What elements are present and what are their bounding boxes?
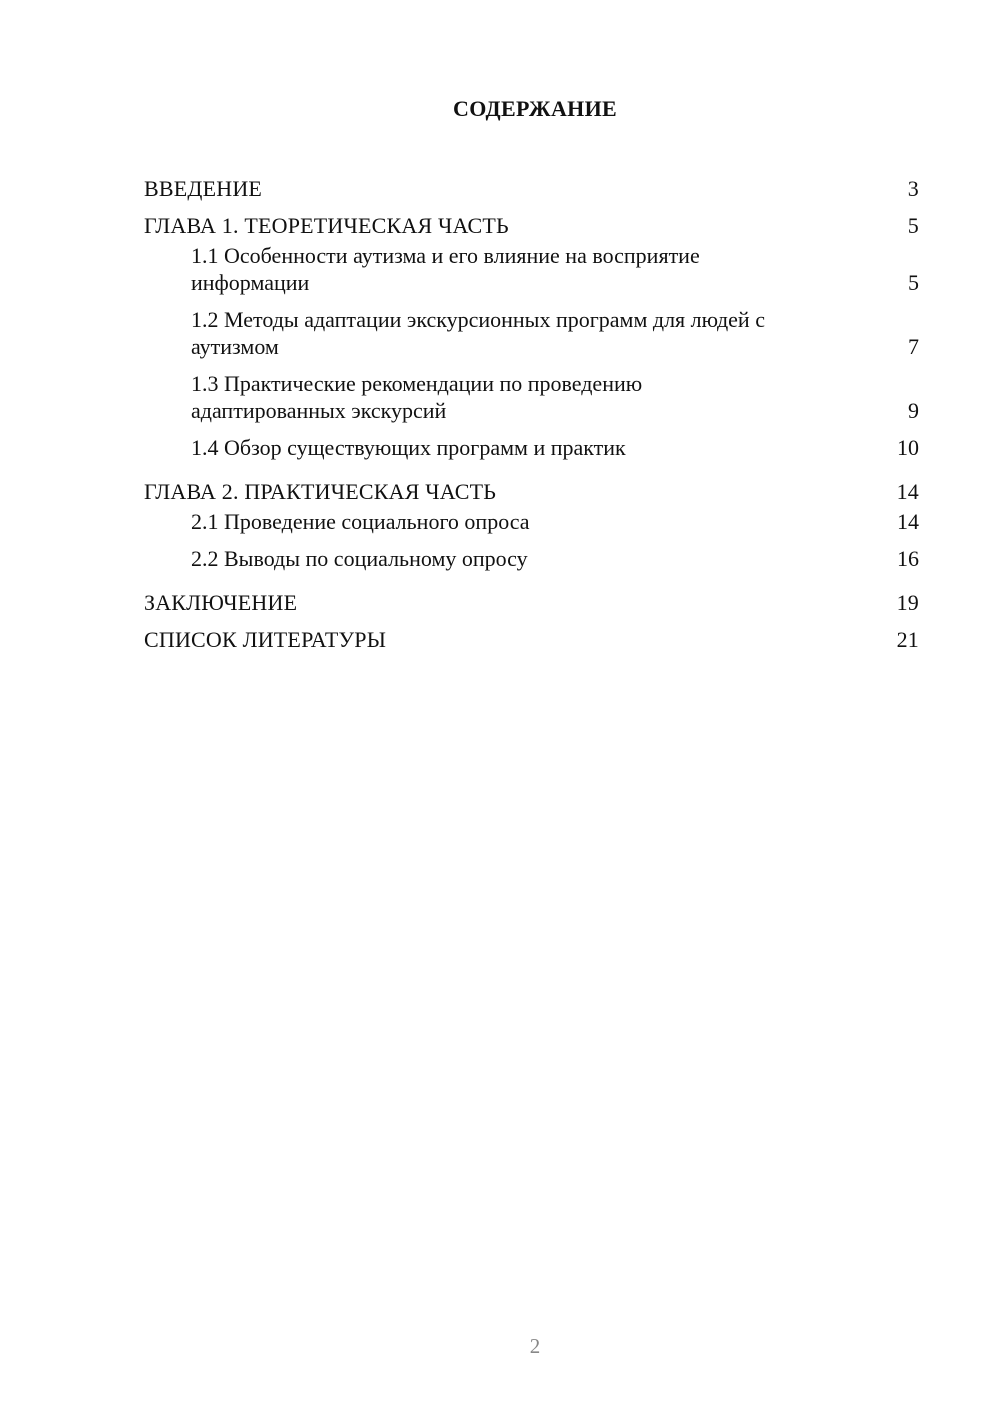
toc-entry-section-1-4[interactable] — [144, 434, 919, 461]
toc-entry-title: 2.2 Выводы по социальному опросу — [191, 546, 528, 571]
toc-entry-title: ВВЕДЕНИЕ — [144, 176, 263, 201]
toc-entry-title: 1.4 Обзор существующих программ и практик — [191, 435, 626, 460]
toc-entry-page: 10 — [897, 435, 919, 460]
toc-entry-title: 2.1 Проведение социального опроса — [191, 509, 530, 534]
toc-entry-section-2-2[interactable] — [144, 545, 919, 572]
table-of-contents — [144, 168, 919, 656]
toc-entry-title: ЗАКЛЮЧЕНИЕ — [144, 590, 298, 615]
toc-entry-page: 3 — [907, 176, 919, 201]
toc-heading: СОДЕРЖАНИЕ — [453, 96, 617, 121]
toc-entry-section-1-3[interactable] — [144, 370, 919, 424]
toc-entry-chapter-2[interactable] — [144, 471, 919, 508]
toc-entry-title: ГЛАВА 1. ТЕОРЕТИЧЕСКАЯ ЧАСТЬ — [144, 213, 509, 238]
toc-entry-page: 19 — [896, 590, 919, 615]
toc-entry-page: 9 — [908, 398, 919, 423]
toc-entry-section-1-2[interactable] — [144, 306, 919, 360]
toc-entry-page: 5 — [908, 270, 919, 295]
toc-entry-title: 1.2 Методы адаптации экскурсионных программ для людей с аутизмом — [191, 307, 765, 359]
toc-entry-page: 14 — [897, 509, 919, 534]
toc-entry-page: 5 — [907, 213, 919, 238]
toc-entry-introduction[interactable] — [144, 168, 919, 205]
toc-entry-title: 1.1 Особенности аутизма и его влияние на восприятие информации — [191, 243, 700, 295]
toc-entry-section-1-1[interactable] — [144, 242, 919, 296]
toc-entry-conclusion[interactable] — [144, 582, 919, 619]
toc-entry-chapter-1[interactable] — [144, 205, 919, 242]
toc-entry-page: 16 — [897, 546, 919, 571]
toc-entry-page: 14 — [896, 479, 919, 504]
toc-entry-page: 21 — [896, 627, 919, 652]
toc-entry-references[interactable] — [144, 619, 919, 656]
toc-entry-title: СПИСОК ЛИТЕРАТУРЫ — [144, 627, 387, 652]
toc-entry-section-2-1[interactable] — [144, 508, 919, 535]
page-number: 2 — [529, 1334, 541, 1358]
toc-entry-title: ГЛАВА 2. ПРАКТИЧЕСКАЯ ЧАСТЬ — [144, 479, 497, 504]
toc-entry-title: 1.3 Практические рекомендации по проведению адаптированных экскурсий — [191, 371, 643, 423]
toc-entry-page: 7 — [908, 334, 919, 359]
